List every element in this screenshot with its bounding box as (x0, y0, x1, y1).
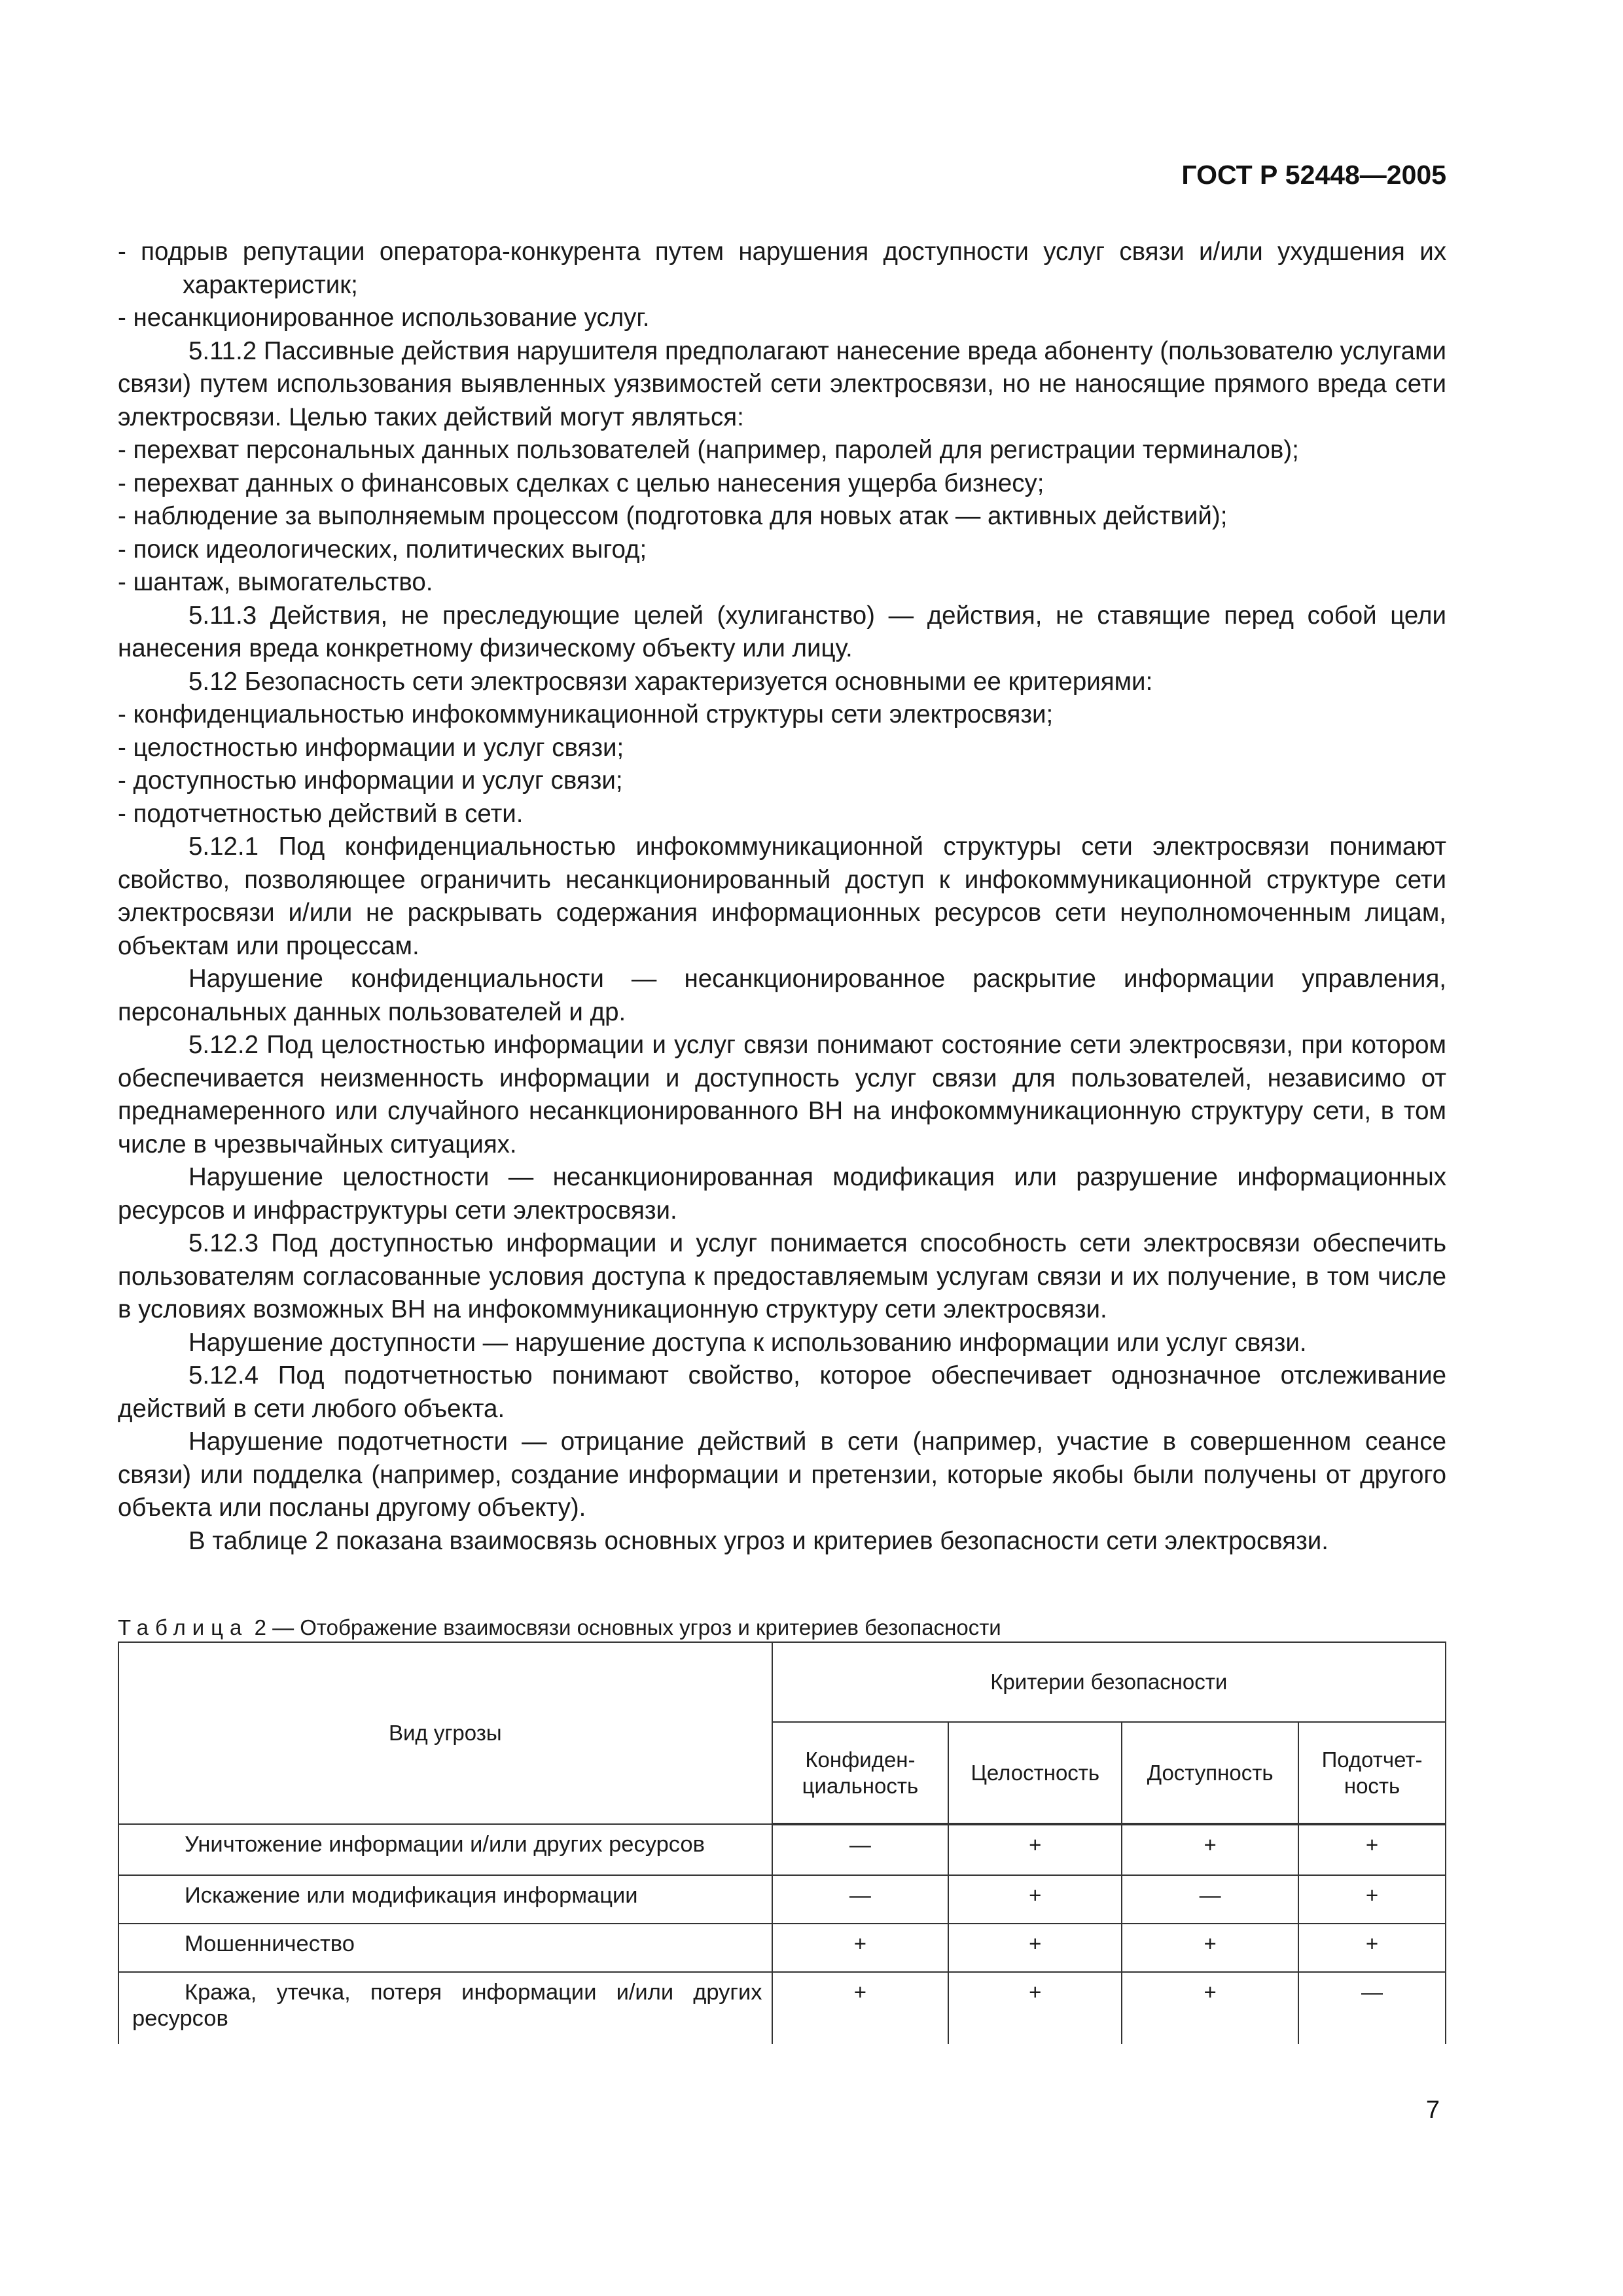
criterion-mark-cell: + (948, 1972, 1122, 2044)
criterion-mark-cell: + (948, 1824, 1122, 1875)
table-row (118, 1875, 1446, 1924)
paragraph: 5.12 Безопасность сети электросвязи характеризуется основными ее критериями: (188, 667, 1153, 696)
criterion-mark-cell: — (772, 1875, 949, 1924)
paragraph: Нарушение подотчетности — отрицание действий в сети (например, участие в совершенном сеансе связи) или подделка (например, создание информации и претензии, которые якобы были получены от другого объекта или посланы другому объекту). (118, 1427, 1446, 1522)
list-item: - поиск идеологических, политических выгод; (118, 535, 647, 564)
threat-name-cell: Кража, утечка, потеря информации и/или других ресурсов (118, 1972, 772, 2044)
paragraph: Нарушение целостности — несанкционированная модификация или разрушение информационных ресурсов и инфраструктуры сети электросвязи. (118, 1163, 1446, 1225)
criterion-mark-cell: + (1298, 1824, 1446, 1875)
criterion-mark-cell: — (1122, 1875, 1298, 1924)
criterion-mark-cell: + (772, 1972, 949, 2044)
table-row (118, 1972, 1446, 2044)
paragraph: 5.12.1 Под конфиденциальностью инфокоммуникационной структуры сети электросвязи понимают свойство, позволяющее ограничить несанкционированный доступ к инфокоммуникационной структуре сети электросвязи и/или не раскрывать содержания информационных ресурсов сети неуполномоченным лицам, объектам или процессам. (118, 833, 1446, 960)
criterion-mark-cell: + (1122, 1972, 1298, 2044)
paragraph: 5.11.3 Действия, не преследующие целей (хулиганство) — действия, не ставящие перед собой цели нанесения вреда конкретному физическому объекту или лицу. (118, 601, 1446, 662)
criterion-mark-cell: — (772, 1824, 949, 1875)
threats-table (118, 1641, 1446, 2044)
criterion-mark-cell: + (948, 1875, 1122, 1924)
threat-name-cell: Мошенничество (118, 1924, 772, 1972)
criterion-mark-cell: + (1298, 1924, 1446, 1972)
column-header-confidentiality: Конфиден- циальность (772, 1722, 949, 1824)
criterion-mark-cell: — (1298, 1972, 1446, 2044)
paragraph: 5.12.2 Под целостностью информации и услуг связи понимают состояние сети электросвязи, при котором обеспечивается неизменность информации и доступность услуг связи для пользователей, независимо от преднамеренного или случайного несанкционированного ВН на инфокоммуникационную структуру сети, в том числе в чрезвычайных ситуациях. (118, 1031, 1446, 1158)
table-caption-label: Таблица (118, 1615, 249, 1640)
paragraph: В таблице 2 показана взаимосвязь основных угроз и критериев безопасности сети электросвязи. (188, 1526, 1329, 1555)
criterion-mark-cell: + (1122, 1924, 1298, 1972)
list-item: - несанкционированное использование услуг. (118, 304, 650, 332)
table-row (118, 1924, 1446, 1972)
list-item: - шантаж, вымогательство. (118, 568, 433, 596)
table-caption-title: 2 — Отображение взаимосвязи основных угроз и критериев безопасности (254, 1615, 1001, 1640)
column-header-availability: Доступность (1122, 1722, 1298, 1824)
list-item: - подрыв репутации оператора-конкурента путем нарушения доступности услуг связи и/или ухудшения их характеристик; (118, 238, 1446, 299)
page-number: 7 (1425, 2096, 1440, 2124)
body-text (118, 236, 1446, 1558)
criterion-mark-cell: + (1122, 1824, 1298, 1875)
criterion-mark-cell: + (772, 1924, 949, 1972)
criterion-mark-cell: + (948, 1924, 1122, 1972)
table-row (118, 1824, 1446, 1875)
threat-name-cell: Уничтожение информации и/или других ресурсов (118, 1824, 772, 1875)
column-header-integrity: Целостность (948, 1722, 1122, 1824)
column-group-criteria: Критерии безопасности (772, 1642, 1446, 1722)
list-item: - целостностью информации и услуг связи; (118, 733, 624, 762)
list-item: - доступностью информации и услуг связи; (118, 766, 623, 795)
table-caption (118, 1614, 1001, 1641)
list-item: - наблюдение за выполняемым процессом (подготовка для новых атак — активных действий); (118, 502, 1228, 530)
paragraph: 5.12.4 Под подотчетностью понимают свойство, которое обеспечивает однозначное отслеживание действий в сети любого объекта. (118, 1361, 1446, 1423)
paragraph: Нарушение конфиденциальности — несанкционированное раскрытие информации управления, персональных данных пользователей и др. (118, 965, 1446, 1026)
document-header: ГОСТ Р 52448—2005 (1181, 160, 1446, 190)
paragraph: 5.12.3 Под доступностью информации и услуг понимается способность сети электросвязи обеспечить пользователям согласованные условия доступа к предоставляемым услугам связи и их получение, в том числе в условиях возможных ВН на инфокоммуникационную структуру сети электросвязи. (118, 1229, 1446, 1323)
paragraph: Нарушение доступности — нарушение доступа к использованию информации или услуг связи. (188, 1328, 1307, 1357)
list-item: - перехват персональных данных пользователей (например, паролей для регистрации терминалов); (118, 436, 1299, 464)
criterion-mark-cell: + (1298, 1875, 1446, 1924)
list-item: - подотчетностью действий в сети. (118, 799, 524, 828)
list-item: - конфиденциальностью инфокоммуникационной структуры сети электросвязи; (118, 700, 1054, 728)
column-header-accountability: Подотчет- ность (1298, 1722, 1446, 1824)
column-header-threat: Вид угрозы (118, 1642, 772, 1824)
list-item: - перехват данных о финансовых сделках с целью нанесения ущерба бизнесу; (118, 469, 1044, 497)
threat-name-cell: Искажение или модификация информации (118, 1875, 772, 1924)
paragraph: 5.11.2 Пассивные действия нарушителя предполагают нанесение вреда абоненту (пользователю услугами связи) путем использования выявленных уязвимостей сети электросвязи, но не наносящие прямого вреда сети электросвязи. Целью таких действий могут являться: (118, 336, 1446, 431)
